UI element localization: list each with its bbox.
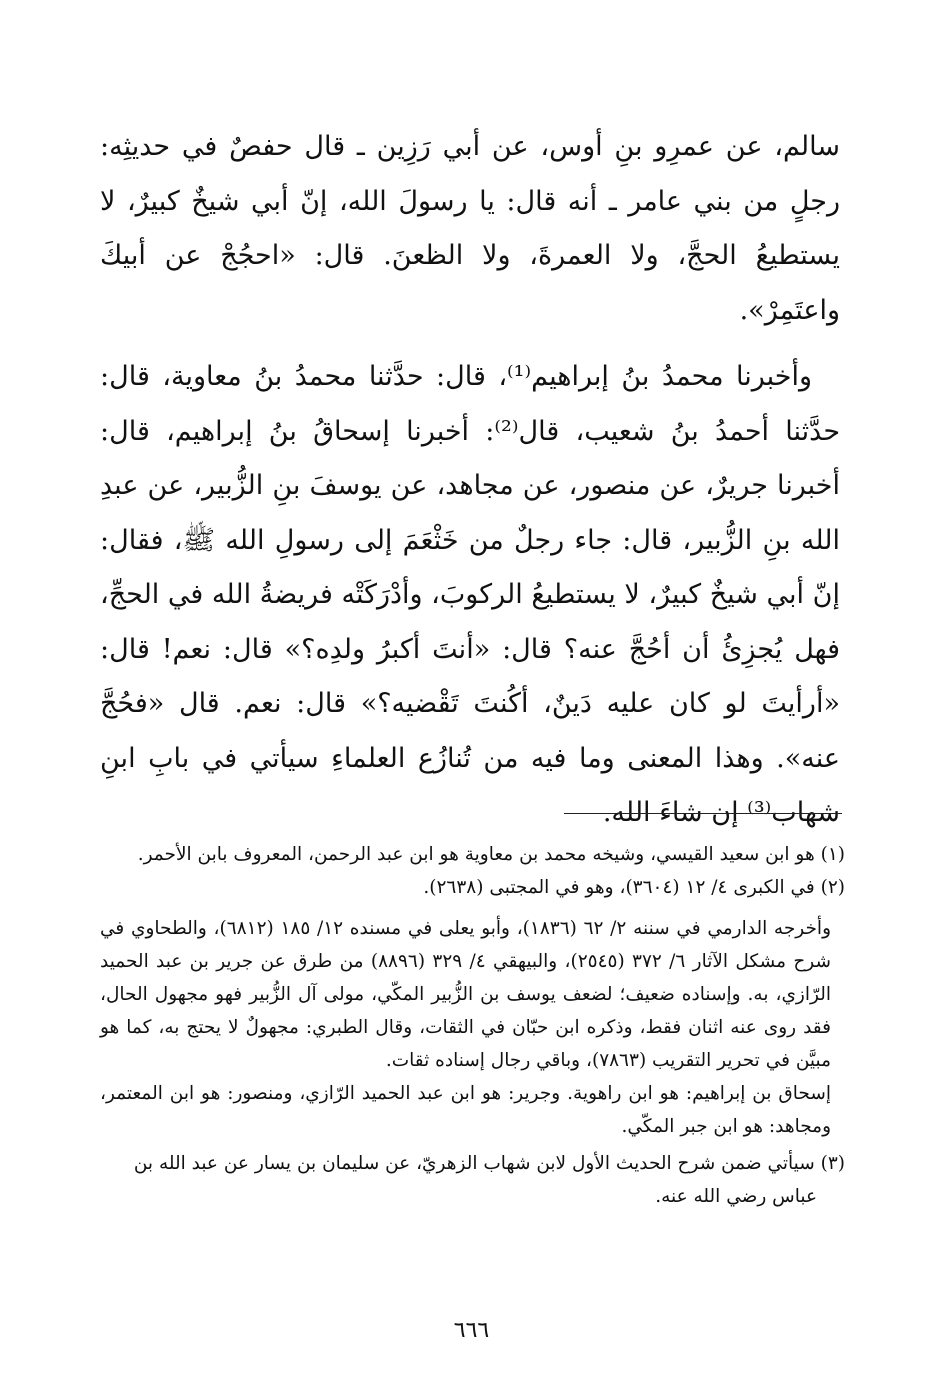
footnote-2-takhrij: وأخرجه الدارمي في سننه ٢/ ٦٢ (١٨٣٦)، وأبو يعلى في مسنده ١٢/ ١٨٥ (٦٨١٢)، والطحاوي في شرح مشكل الآثار ٦/ ٣٧٢ (٢٥٤٥)، والبيهقي ٤/ ٣٢٩ (٨٨٩٦) من طرق عن جرير بن عبد الحميد الرّازي، به. وإسناده ضعيف؛ لضعف يوسف بن الزُّبير المكّي، مولى آل الزُّبير فهو مجهول الحال، فقد روى عنه اثنان فقط، وذكره ابن حبّان في الثقات، وقال الطبري: مجهولٌ لا يحتج به، كما هو مبيَّن في تحرير التقريب (٧٨٦٣)، وباقي رجال إسناده ثقات. bbox=[100, 918, 832, 1071]
footnotes-block bbox=[100, 838, 845, 1213]
footnote-2: (٢) في الكبرى ٤/ ١٢ (٣٦٠٤)، وهو في المجتبى (٢٦٣٨). bbox=[423, 877, 845, 898]
footnote-2-rijal: إسحاق بن إبراهيم: هو ابن راهوية. وجرير: هو ابن عبد الحميد الرّازي، ومنصور: هو ابن المعتمر، ومجاهد: هو ابن جبر المكّي. bbox=[100, 1083, 831, 1137]
page-number: ٦٦٦ bbox=[453, 1318, 490, 1343]
footnote-1: (١) هو ابن سعيد القيسي، وشيخه محمد بن معاوية هو ابن عبد الرحمن، المعروف بابن الأحمر. bbox=[137, 844, 845, 865]
main-paragraph-1: سالم، عن عمرِو بنِ أوس، عن أبي رَزِين ـ قال حفصٌ في حديثِه: رجلٍ من بني عامر ـ أنه قال: يا رسولَ الله، إنّ أبي شيخٌ كبيرٌ، لا يستطيعُ الحجَّ، ولا العمرةَ، ولا الظعنَ. قال: «احجُجْ عن أبيكَ واعتَمِرْ». bbox=[100, 131, 840, 326]
footnote-separator bbox=[564, 813, 842, 814]
footnote-3 bbox=[100, 1147, 845, 1213]
main-paragraph-2: وأخبرنا محمدُ بنُ إبراهيم⁽¹⁾، قال: حدَّثنا محمدُ بنُ معاوية، قال: حدَّثنا أحمدُ بنُ شعيب، قال⁽²⁾: أخبرنا إسحاقُ بنُ إبراهيم، قال: أخبرنا جريرٌ، عن منصور، عن مجاهد، عن يوسفَ بنِ الزُّبير، عن عبدِ الله بنِ الزُّبير، قال: جاء رجلٌ من خَثْعَمَ إلى رسولِ الله ﷺ، فقال: إنّ أبي شيخٌ كبيرٌ، لا يستطيعُ الركوبَ، وأدْرَكَتْه فريضةُ الله في الحجِّ، فهل يُجزِئُ أن أحُجَّ عنه؟ قال: «أنتَ أكبرُ ولدِه؟» قال: نعم! قال: «أرأيتَ لو كان عليه دَينٌ، أكُنتَ تَقْضيه؟» قال: نعم. قال «فحُجَّ عنه». وهذا المعنى وما فيه من تُنازُع العلماءِ سيأتي في بابِ ابنِ شهاب⁽³⁾ إن شاءَ الله. bbox=[100, 361, 841, 828]
footnote-3-first-line: (٣) سيأتي ضمن شرح الحديث الأول لابن شهاب الزهريّ، عن سليمان بن يسار عن عبد الله بن bbox=[133, 1153, 845, 1174]
footnote-3-continuation: عباس رضي الله عنه. bbox=[655, 1186, 817, 1207]
main-text-block bbox=[100, 120, 840, 841]
